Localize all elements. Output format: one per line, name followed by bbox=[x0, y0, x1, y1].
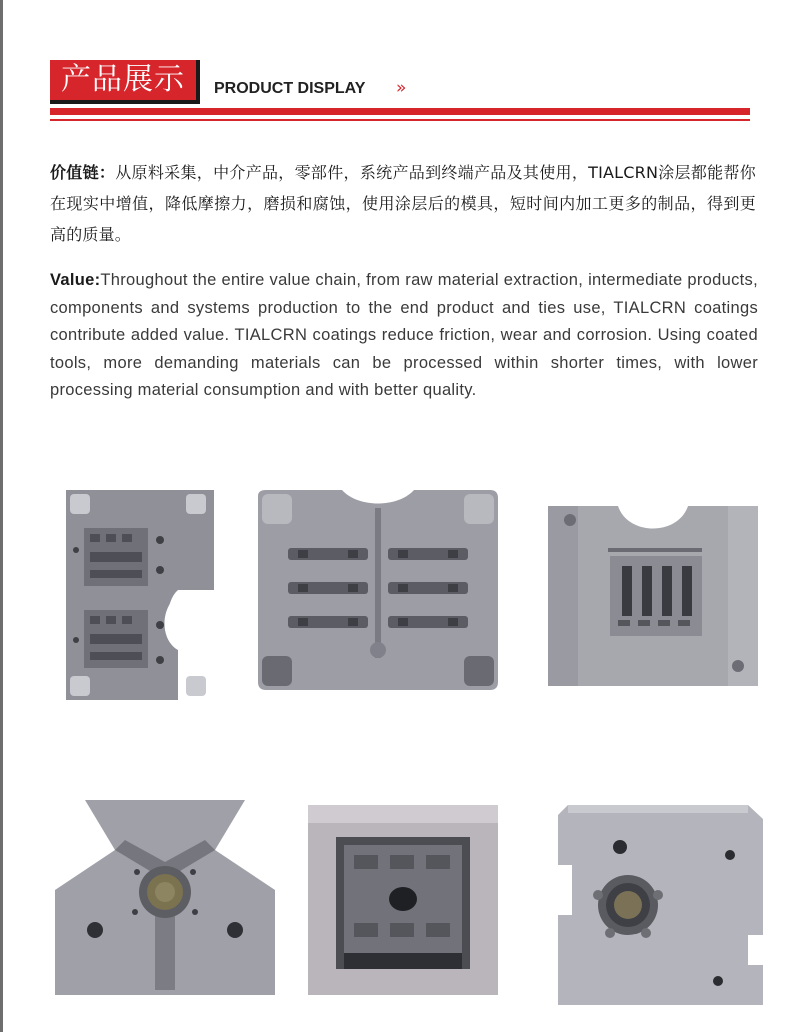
chevron-right-icon: » bbox=[396, 78, 407, 98]
intro-paragraph-zh bbox=[50, 157, 756, 250]
intro-text-en: Throughout the entire value chain, from raw material extraction, intermediate products, components and systems production to the end product and ties use, TIALCRN coatings contribute added value. TIALCRN coatings reduce friction, wear and corrosion. Using coated tools, more demanding materials can be processed within shorter times, with lower processing material consumption and with better quality. bbox=[50, 271, 758, 399]
mold-photo-3 bbox=[548, 496, 758, 686]
header-divider-thin bbox=[50, 119, 750, 121]
intro-paragraph-en bbox=[50, 267, 758, 405]
section-title-zh: 产品展示 bbox=[50, 60, 200, 104]
intro-text-zh: 从原料采集，中介产品，零部件，系统产品到终端产品及其使用，TIALCRN涂层都能帮你在现实中增值，降低摩擦力，磨损和腐蚀，使用涂层后的模具，短时间内加工更多的制品，得到更高的质量。 bbox=[50, 163, 756, 244]
section-title-en: PRODUCT DISPLAY bbox=[214, 80, 366, 97]
intro-label-zh: 价值链： bbox=[50, 163, 116, 182]
header-divider-thick bbox=[50, 108, 750, 115]
intro-label-en: Value: bbox=[50, 271, 101, 289]
page-edge-rule bbox=[0, 0, 3, 1032]
mold-photo-4 bbox=[55, 800, 275, 995]
mold-photo-1 bbox=[60, 490, 220, 700]
mold-photo-6 bbox=[558, 795, 763, 1005]
mold-photo-5 bbox=[308, 805, 498, 995]
mold-photo-2 bbox=[258, 490, 498, 690]
